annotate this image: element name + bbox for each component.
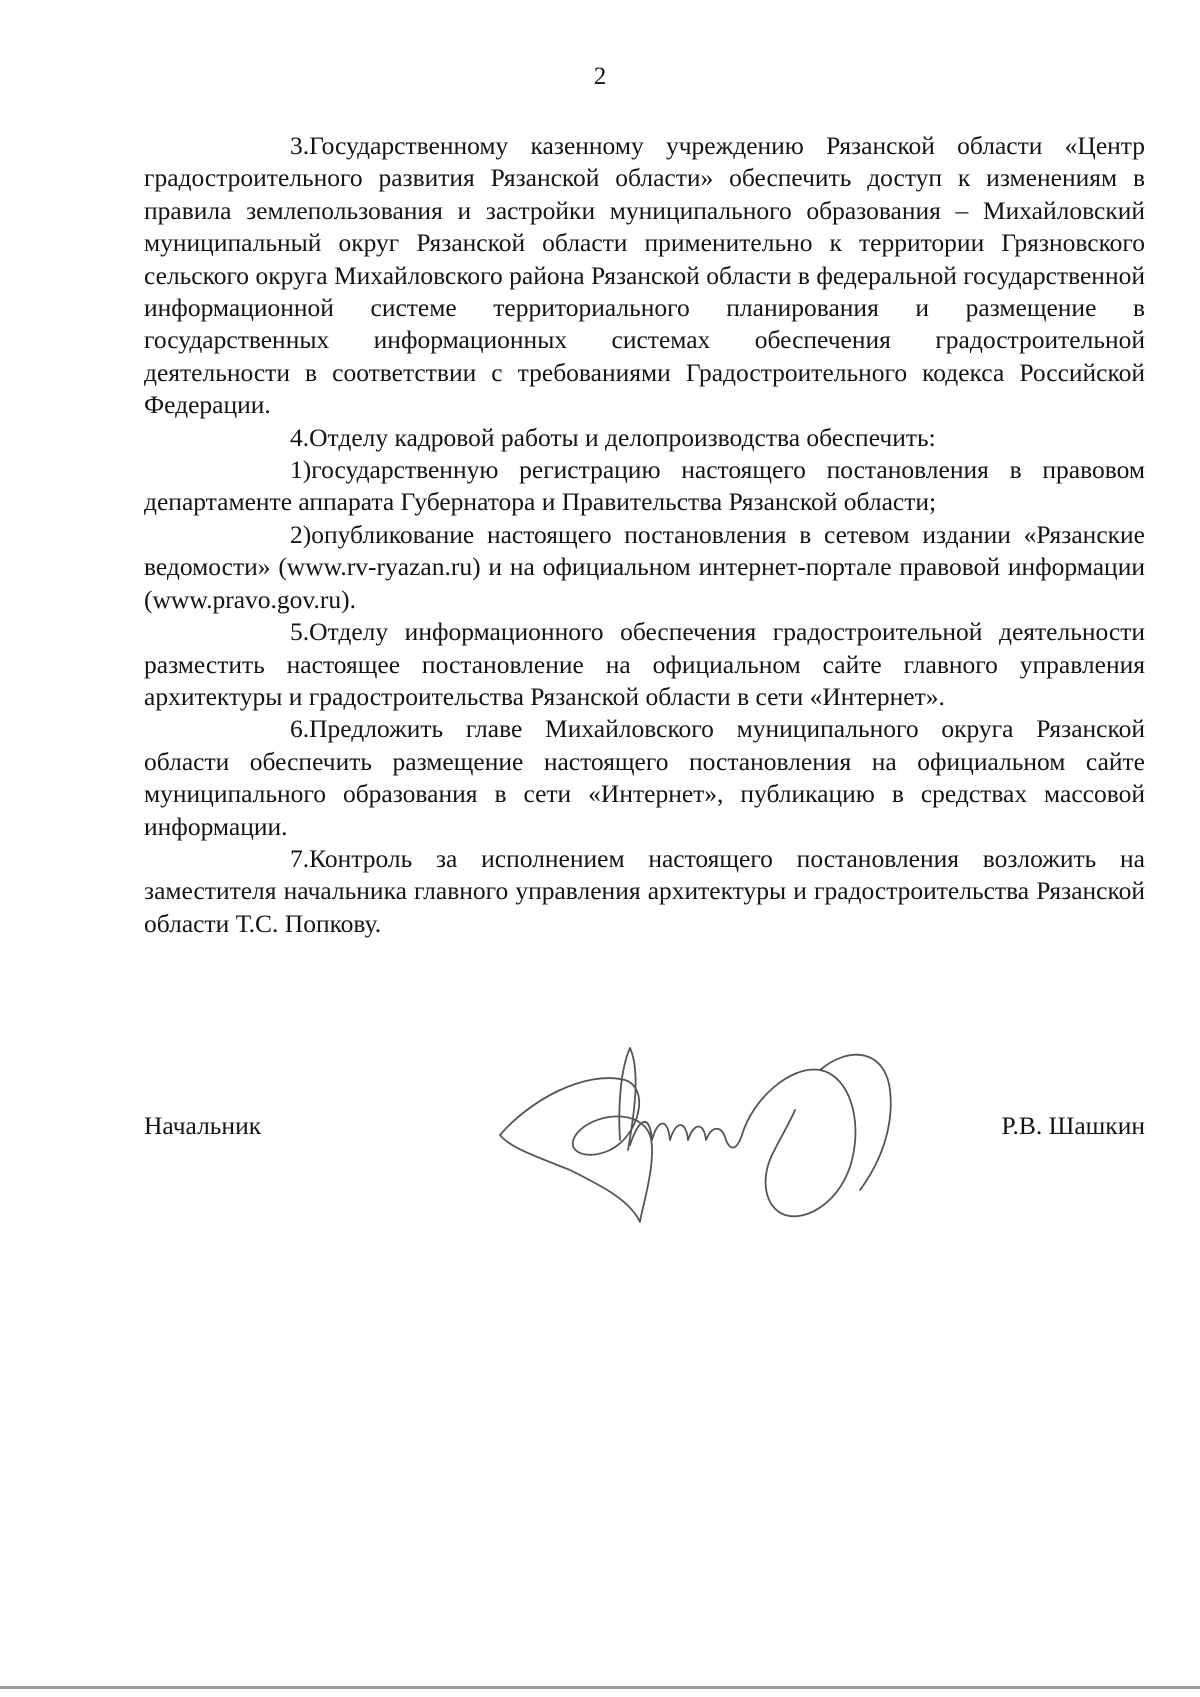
paragraph-text: опубликование настоящего постановления в сетевом издании «Рязанские ведомости» (www.rv-ryazan.ru) и на официальном интернет-портале правовой информации (www.pravo.gov.ru). (144, 519, 1145, 614)
paragraph-5 (144, 616, 1145, 713)
paragraph-text: Предложить главе Михайловского муниципального округа Рязанской области обеспечить размещение настоящего постановления на официальном сайте муниципального образования в сети «Интернет», публикацию в средствах массовой информации. (144, 714, 1145, 841)
paragraph-6 (144, 713, 1145, 843)
paragraph-number: 1) (290, 455, 312, 485)
handwritten-signature (490, 1040, 930, 1230)
paragraph-number: 3. (290, 131, 310, 160)
signatory-title: Начальник (144, 1111, 262, 1140)
subparagraph-1 (144, 454, 1145, 519)
paragraph-text: государственную регистрацию настоящего постановления в правовом департаменте аппарата Губернатора и Правительства Рязанской области; (144, 455, 1145, 517)
paragraph-number: 2) (290, 519, 312, 549)
paragraph-number: 6. (290, 714, 310, 744)
paragraph-3 (144, 130, 1145, 422)
subparagraph-2 (144, 519, 1145, 616)
signatory-name: Р.В. Шашкин (1001, 1111, 1145, 1140)
bottom-edge-line (0, 1686, 1200, 1689)
paragraph-text: Контроль за исполнением настоящего постановления возложить на заместителя начальника главного управления архитектуры и градостроительства Рязанской области Т.С. Попкову. (144, 843, 1145, 938)
paragraph-7 (144, 843, 1145, 940)
paragraph-text: Государственному казенному учреждению Рязанской области «Центр градостроительного развития Рязанской области» обеспечить доступ к изменениям в правила землепользования и застройки муниципального образования – Михайловский муниципальный округ Рязанской области применительно к территории Грязновского сельского округа Михайловского района Рязанской области в федеральной государственной информационной системе территориального планирования и размещение в государственных информационных системах обеспечения градостроительной деятельности в соответствии с требованиями Градостроительного кодекса Российской Федерации. (144, 131, 1145, 420)
paragraph-4 (144, 422, 1145, 454)
paragraph-text: Отделу кадровой работы и делопроизводства обеспечить: (309, 422, 936, 452)
paragraph-number: 5. (290, 617, 310, 647)
paragraph-number: 7. (290, 843, 310, 873)
paragraph-number: 4. (290, 422, 310, 452)
page-number: 2 (593, 63, 607, 90)
paragraph-text: Отделу информационного обеспечения градостроительной деятельности разместить настоящее постановление на официальном сайте главного управления архитектуры и градостроительства Рязанской области в сети «Интернет». (144, 617, 1145, 711)
document-body (144, 130, 1145, 940)
